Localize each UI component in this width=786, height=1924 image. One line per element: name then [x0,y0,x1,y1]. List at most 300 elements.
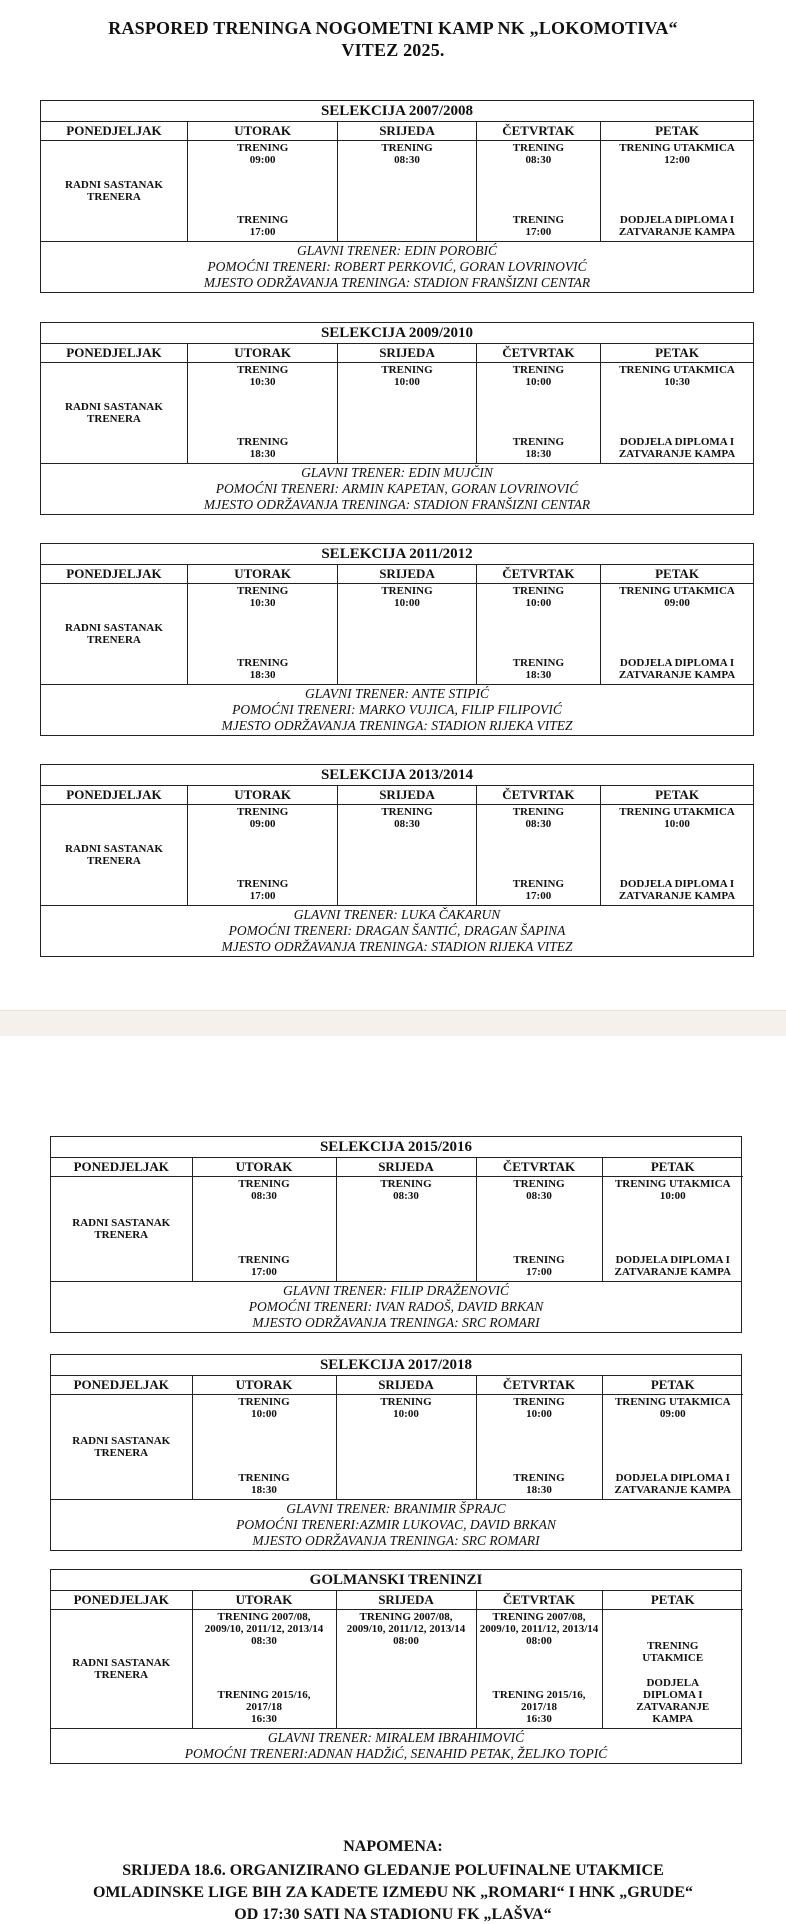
cell-text-line: TRENING [236,142,289,154]
cell-text-line: TRENING [647,1640,699,1653]
cell-text-line: TRENING 2015/16, [217,1689,311,1701]
day-header: SRIJEDA [338,122,476,141]
cell-text-line: TRENING [381,364,433,376]
cell-text-line: DODJELA DIPLOMA I [615,1472,730,1484]
monday-content [51,1395,192,1499]
day-header: PONEDJELJAK [51,1158,192,1177]
cell-text-line: TRENING [236,878,289,890]
cell-text-line: ZATVARANJE KAMPA [614,1484,731,1496]
day-header: PETAK [601,122,753,141]
day-header-row [51,1158,743,1177]
session-top [477,142,600,166]
thursday-cell-content [477,141,600,241]
session-top [603,1640,744,1664]
cell-text-line: 16:30 [526,1713,552,1725]
head-coach: GLAVNI TRENER: EDIN POROBIĆ [297,243,497,258]
cell-text-line: TRENING UTAKMICA [619,806,735,818]
cell-text-line: 12:00 [664,154,690,166]
cell-text-line: DODJELA DIPLOMA I [619,878,735,890]
cell-text-line: DODJELA DIPLOMA I [619,436,735,448]
cell-text-line: ZATVARANJE KAMPA [618,448,736,460]
schedule-row [51,1610,743,1729]
day-header: PONEDJELJAK [51,1591,192,1610]
monday-text [41,179,187,203]
cell-text-line: 10:00 [664,818,690,830]
cell-text-line: 10:30 [249,376,276,388]
thursday-cell [476,1610,602,1729]
friday-cell [602,1610,743,1729]
session-bottom [601,657,753,681]
day-header: PETAK [602,1376,743,1395]
monday-cell [41,584,187,685]
monday-content [41,805,187,905]
thursday-cell-content [477,1610,602,1728]
cell-text-line: ZATVARANJE KAMPA [618,669,736,681]
tuesday-cell [187,584,337,685]
tuesday-cell-content [188,584,337,684]
monday-line: TRENERA [87,855,141,867]
cell-text-line: 08:30 [394,154,420,166]
session-top [477,1611,602,1647]
cell-text-line: 2009/10, 2011/12, 2013/14 [204,1623,324,1635]
cell-text-line: 17:00 [526,1266,552,1278]
session-top [603,1178,744,1202]
friday-cell-content [603,1610,744,1728]
selection-schedule-table [50,1354,742,1551]
wednesday-cell [336,1177,476,1282]
cell-text-line: TRENING UTAKMICA [614,1178,731,1190]
selection-schedule-table [40,764,754,957]
cell-text-line: TRENING [238,1178,290,1190]
page-separator [0,1010,786,1038]
day-header: PONEDJELJAK [51,1376,192,1395]
monday-content [41,584,187,684]
cell-text-line: 10:00 [659,1190,686,1202]
day-header: ČETVRTAK [476,1591,602,1610]
cell-text-line: 2017/18 [520,1701,558,1713]
cell-text-line: TRENING [512,364,565,376]
cell-text-line: 17:00 [251,1266,277,1278]
staff-info [41,684,753,735]
note-line-1: SRIJEDA 18.6. ORGANIZIRANO GLEDANJE POLUFINALNE UTAKMICE [122,1862,664,1879]
cell-text-line: TRENING 2007/08, [217,1611,311,1623]
day-header: UTORAK [187,344,337,363]
cell-text-line: TRENING [380,1178,432,1190]
friday-cell-content [601,141,753,241]
cell-text-line: ZATVARANJE [636,1701,710,1713]
session-top [337,1611,476,1647]
tuesday-cell [192,1610,336,1729]
cell-text-line: TRENING 2015/16, [492,1689,586,1701]
cell-text-line: TRENING [238,1254,290,1266]
day-header: ČETVRTAK [476,565,600,584]
monday-line: TRENERA [87,191,141,203]
session-bottom [477,657,600,681]
day-header: SRIJEDA [338,344,476,363]
monday-line: TRENERA [94,1229,149,1241]
cell-text-line: TRENING [512,878,565,890]
day-header: SRIJEDA [336,1591,476,1610]
cell-text-line: 2017/18 [245,1701,283,1713]
day-header: ČETVRTAK [476,1376,602,1395]
schedule-grid [51,1158,743,1281]
cell-text-line: TRENING 2007/08, [359,1611,453,1623]
session-bottom [477,1254,602,1278]
training-venue: MJESTO ODRŽAVANJA TRENINGA: STADION FRANŠIZNI CENTAR [203,275,591,290]
cell-text-line: 18:30 [525,448,552,460]
cell-text-line: 10:00 [394,376,420,388]
tuesday-cell-content [188,141,337,241]
monday-line: RADNI SASTANAK [72,1435,171,1447]
monday-line: RADNI SASTANAK [72,1657,171,1669]
day-header: UTORAK [192,1591,336,1610]
thursday-cell [476,141,600,242]
monday-cell [51,1177,192,1282]
cell-text-line: 10:00 [526,1408,552,1420]
cell-text-line: TRENING [512,806,565,818]
cell-text-line: 18:30 [249,669,276,681]
monday-content [41,141,187,241]
cell-text-line: TRENING [380,1396,432,1408]
cell-text-line: DODJELA DIPLOMA I [615,1254,730,1266]
friday-cell [601,584,753,685]
tuesday-cell [192,1177,336,1282]
cell-text-line: 17:00 [249,890,276,902]
tuesday-cell [187,805,337,906]
wednesday-cell-content [337,1177,476,1281]
monday-text [41,622,187,646]
assistant-coaches: POMOĆNI TRENERI: ROBERT PERKOVIĆ, GORAN LOVRINOVIĆ [207,259,587,274]
monday-line: RADNI SASTANAK [72,1217,171,1229]
cell-text-line: ZATVARANJE KAMPA [618,890,736,902]
schedule-row [51,1177,743,1282]
thursday-cell [476,363,600,464]
wednesday-cell [338,805,476,906]
wednesday-cell-content [338,363,475,463]
friday-cell-content [601,805,753,905]
cell-text-line: TRENING [512,142,565,154]
day-header-row [41,786,753,805]
cell-text-line: 08:30 [525,818,552,830]
cell-text-line: 09:00 [659,1408,686,1420]
cell-text-line: TRENING [381,142,433,154]
staff-info [41,463,753,514]
session-top [188,142,337,166]
cell-text-line: TRENING [512,436,565,448]
day-header: PONEDJELJAK [41,786,187,805]
schedule-title: GOLMANSKI TRENINZI [51,1570,741,1591]
staff-info [51,1499,741,1550]
friday-cell [601,805,753,906]
day-header: PONEDJELJAK [41,344,187,363]
cell-text-line: TRENING [513,1178,565,1190]
tuesday-cell-content [193,1177,336,1281]
cell-text-line: 18:30 [251,1484,277,1496]
cell-text-line: TRENING [236,585,289,597]
cell-text-line: 09:00 [664,597,690,609]
day-header-row [41,122,753,141]
session-top [337,1396,476,1420]
day-header-row [41,344,753,363]
head-coach: GLAVNI TRENER: LUKA ČAKARUN [293,907,501,922]
cell-text-line: 08:30 [251,1635,277,1647]
cell-text-line: TRENING [236,657,289,669]
session-top [188,585,337,609]
head-coach: GLAVNI TRENER: EDIN MUJČIN [301,465,493,480]
cell-text-line: 10:30 [249,597,276,609]
assistant-coaches: POMOĆNI TRENERI: MARKO VUJICA, FILIP FILIPOVIĆ [232,702,562,717]
cell-text-line: 2009/10, 2011/12, 2013/14 [479,1623,599,1635]
monday-text [51,1657,192,1681]
note-heading: NAPOMENA: [343,1838,443,1855]
session-bottom [603,1472,744,1496]
cell-text-line: 08:00 [526,1635,552,1647]
session-top [477,1178,602,1202]
tuesday-cell-content [193,1610,336,1728]
tuesday-cell [187,141,337,242]
assistant-coaches: POMOĆNI TRENERI:AZMIR LUKOVAC, DAVID BRKAN [236,1517,556,1532]
cell-text-line: TRENING [236,214,289,226]
session-top [601,364,753,388]
cell-text-line: TRENING 2007/08, [492,1611,586,1623]
schedule-row [41,363,753,464]
day-header: UTORAK [192,1376,336,1395]
cell-text-line: TRENING UTAKMICA [619,364,735,376]
selection-schedule-table [50,1136,742,1333]
session-top [477,1396,602,1420]
session-top [601,806,753,830]
note-line-2: OMLADINSKE LIGE BIH ZA KADETE IZMEĐU NK „ROMARI“ I HNK „GRUDE“ [92,1884,694,1901]
monday-cell [41,805,187,906]
friday-cell-content [603,1395,744,1499]
thursday-cell [476,584,600,685]
cell-text-line: 18:30 [526,1484,552,1496]
day-header: PONEDJELJAK [41,122,187,141]
friday-cell-content [601,363,753,463]
thursday-cell [476,1395,602,1500]
schedule-grid [41,344,753,463]
day-header: PONEDJELJAK [41,565,187,584]
day-header: SRIJEDA [338,786,476,805]
friday-cell [601,363,753,464]
session-top [338,585,475,609]
cell-text-line: 17:00 [525,226,552,238]
session-top [603,1396,744,1420]
head-coach: GLAVNI TRENER: FILIP DRAŽENOVIĆ [283,1283,509,1298]
session-bottom [188,657,337,681]
monday-line: TRENERA [94,1447,149,1459]
cell-text-line: 18:30 [525,669,552,681]
thursday-cell [476,1177,602,1282]
cell-text-line: 10:30 [664,376,690,388]
cell-text-line: TRENING [236,364,289,376]
thursday-cell-content [477,1177,602,1281]
cell-text-line: TRENING [238,1472,290,1484]
cell-text-line: 18:30 [249,448,276,460]
schedule-row [41,584,753,685]
assistant-coaches: POMOĆNI TRENERI: IVAN RADOŠ, DAVID BRKAN [248,1299,544,1314]
wednesday-cell-content [337,1395,476,1499]
monday-cell [41,141,187,242]
schedule-grid [41,122,753,241]
wednesday-cell-content [338,141,475,241]
cell-text-line: TRENING [381,806,433,818]
day-header: UTORAK [187,786,337,805]
wednesday-cell [338,584,476,685]
cell-text-line: TRENING [238,1396,290,1408]
cell-text-line: TRENING [513,1254,565,1266]
cell-text-line: TRENING [512,657,565,669]
goalkeeper-schedule-table [50,1569,742,1764]
monday-content [41,363,187,463]
day-header-row [51,1376,743,1395]
day-header: UTORAK [187,122,337,141]
friday-cell [602,1395,743,1500]
cell-text-line: TRENING [512,585,565,597]
day-header: SRIJEDA [338,565,476,584]
schedule-title: SELEKCIJA 2017/2018 [51,1355,741,1376]
day-header-row [41,565,753,584]
schedule-title: SELEKCIJA 2015/2016 [51,1137,741,1158]
cell-text-line: 16:30 [251,1713,277,1725]
monday-content [51,1610,192,1728]
day-header: PETAK [601,786,753,805]
monday-text [41,401,187,425]
monday-text [51,1217,192,1241]
day-header: ČETVRTAK [476,122,600,141]
monday-cell [51,1395,192,1500]
tuesday-cell-content [188,363,337,463]
wednesday-cell-content [338,805,475,905]
cell-text-line: TRENING [513,1472,565,1484]
session-bottom [193,1689,336,1725]
cell-text-line: TRENING UTAKMICA [614,1396,731,1408]
session-bottom [188,214,337,238]
assistant-coaches: POMOĆNI TRENERI:ADNAN HADŽiĆ, SENAHID PETAK, ŽELJKO TOPIĆ [184,1746,608,1761]
day-header: ČETVRTAK [476,344,600,363]
session-top [477,585,600,609]
monday-line: RADNI SASTANAK [65,179,163,191]
cell-text-line: 08:30 [394,818,420,830]
monday-text [51,1435,192,1459]
session-bottom [603,1677,744,1725]
head-coach: GLAVNI TRENER: BRANIMIR ŠPRAJC [286,1501,506,1516]
thursday-cell-content [477,584,600,684]
training-venue: MJESTO ODRŽAVANJA TRENINGA: SRC ROMARI [252,1315,540,1330]
day-header: PETAK [602,1158,743,1177]
session-top [193,1178,336,1202]
monday-text [41,843,187,867]
session-bottom [601,878,753,902]
thursday-cell-content [477,1395,602,1499]
day-header: PETAK [601,565,753,584]
session-bottom [193,1254,336,1278]
schedule-title: SELEKCIJA 2011/2012 [41,544,753,565]
wednesday-cell-content [337,1610,476,1728]
cell-text-line: 08:30 [526,1190,552,1202]
note-line-3: OD 17:30 SATI NA STADIONU FK „LAŠVA“ [234,1906,552,1923]
session-top [338,364,475,388]
cell-text-line: ZATVARANJE KAMPA [618,226,736,238]
tuesday-cell-content [193,1395,336,1499]
monday-line: TRENERA [94,1669,149,1681]
cell-text-line: 10:00 [525,597,552,609]
cell-text-line: TRENING UTAKMICA [619,585,735,597]
cell-text-line: DODJELA [646,1677,700,1689]
schedule-grid [41,786,753,905]
wednesday-cell [336,1395,476,1500]
session-top [193,1396,336,1420]
session-bottom [188,878,337,902]
cell-text-line: 10:00 [393,1408,419,1420]
session-top [188,364,337,388]
schedule-grid [41,565,753,684]
cell-text-line: ZATVARANJE KAMPA [614,1266,731,1278]
training-venue: MJESTO ODRŽAVANJA TRENINGA: STADION RIJEKA VITEZ [221,718,573,733]
assistant-coaches: POMOĆNI TRENERI: DRAGAN ŠANTIĆ, DRAGAN ŠAPINA [228,923,566,938]
cell-text-line: 2009/10, 2011/12, 2013/14 [346,1623,466,1635]
cell-text-line: TRENING [381,585,433,597]
head-coach: GLAVNI TRENER: MIRALEM IBRAHIMOVIĆ [267,1730,525,1745]
session-top [601,142,753,166]
schedule-row [41,805,753,906]
session-bottom [477,1472,602,1496]
selection-schedule-table [40,100,754,293]
training-venue: MJESTO ODRŽAVANJA TRENINGA: STADION FRANŠIZNI CENTAR [203,497,591,512]
schedule-title: SELEKCIJA 2013/2014 [41,765,753,786]
wednesday-cell [338,363,476,464]
staff-info [51,1728,741,1763]
session-top [477,806,600,830]
cell-text-line: 08:30 [525,154,552,166]
session-bottom [601,436,753,460]
day-header: SRIJEDA [336,1158,476,1177]
session-bottom [193,1472,336,1496]
session-bottom [601,214,753,238]
session-bottom [477,436,600,460]
session-bottom [188,436,337,460]
session-top [601,585,753,609]
session-top [338,806,475,830]
friday-cell-content [601,584,753,684]
monday-line: TRENERA [87,634,141,646]
document-subtitle: VITEZ 2025. [341,40,445,60]
session-top [337,1178,476,1202]
selection-schedule-table [40,322,754,515]
cell-text-line: TRENING [236,436,289,448]
friday-cell [602,1177,743,1282]
friday-cell-content [603,1177,744,1281]
cell-text-line: 08:00 [393,1635,419,1647]
session-top [188,806,337,830]
monday-cell [41,363,187,464]
cell-text-line: DIPLOMA I [642,1689,703,1701]
cell-text-line: 17:00 [249,226,276,238]
session-bottom [477,1689,602,1725]
thursday-cell-content [477,805,600,905]
cell-text-line: KAMPA [652,1713,694,1725]
training-venue: MJESTO ODRŽAVANJA TRENINGA: SRC ROMARI [252,1533,540,1548]
monday-line: RADNI SASTANAK [65,843,163,855]
cell-text-line: 10:00 [251,1408,277,1420]
session-bottom [477,214,600,238]
friday-cell [601,141,753,242]
cell-text-line: 17:00 [525,890,552,902]
cell-text-line: 08:30 [393,1190,419,1202]
cell-text-line: 08:30 [251,1190,277,1202]
wednesday-cell [338,141,476,242]
day-header: SRIJEDA [336,1376,476,1395]
